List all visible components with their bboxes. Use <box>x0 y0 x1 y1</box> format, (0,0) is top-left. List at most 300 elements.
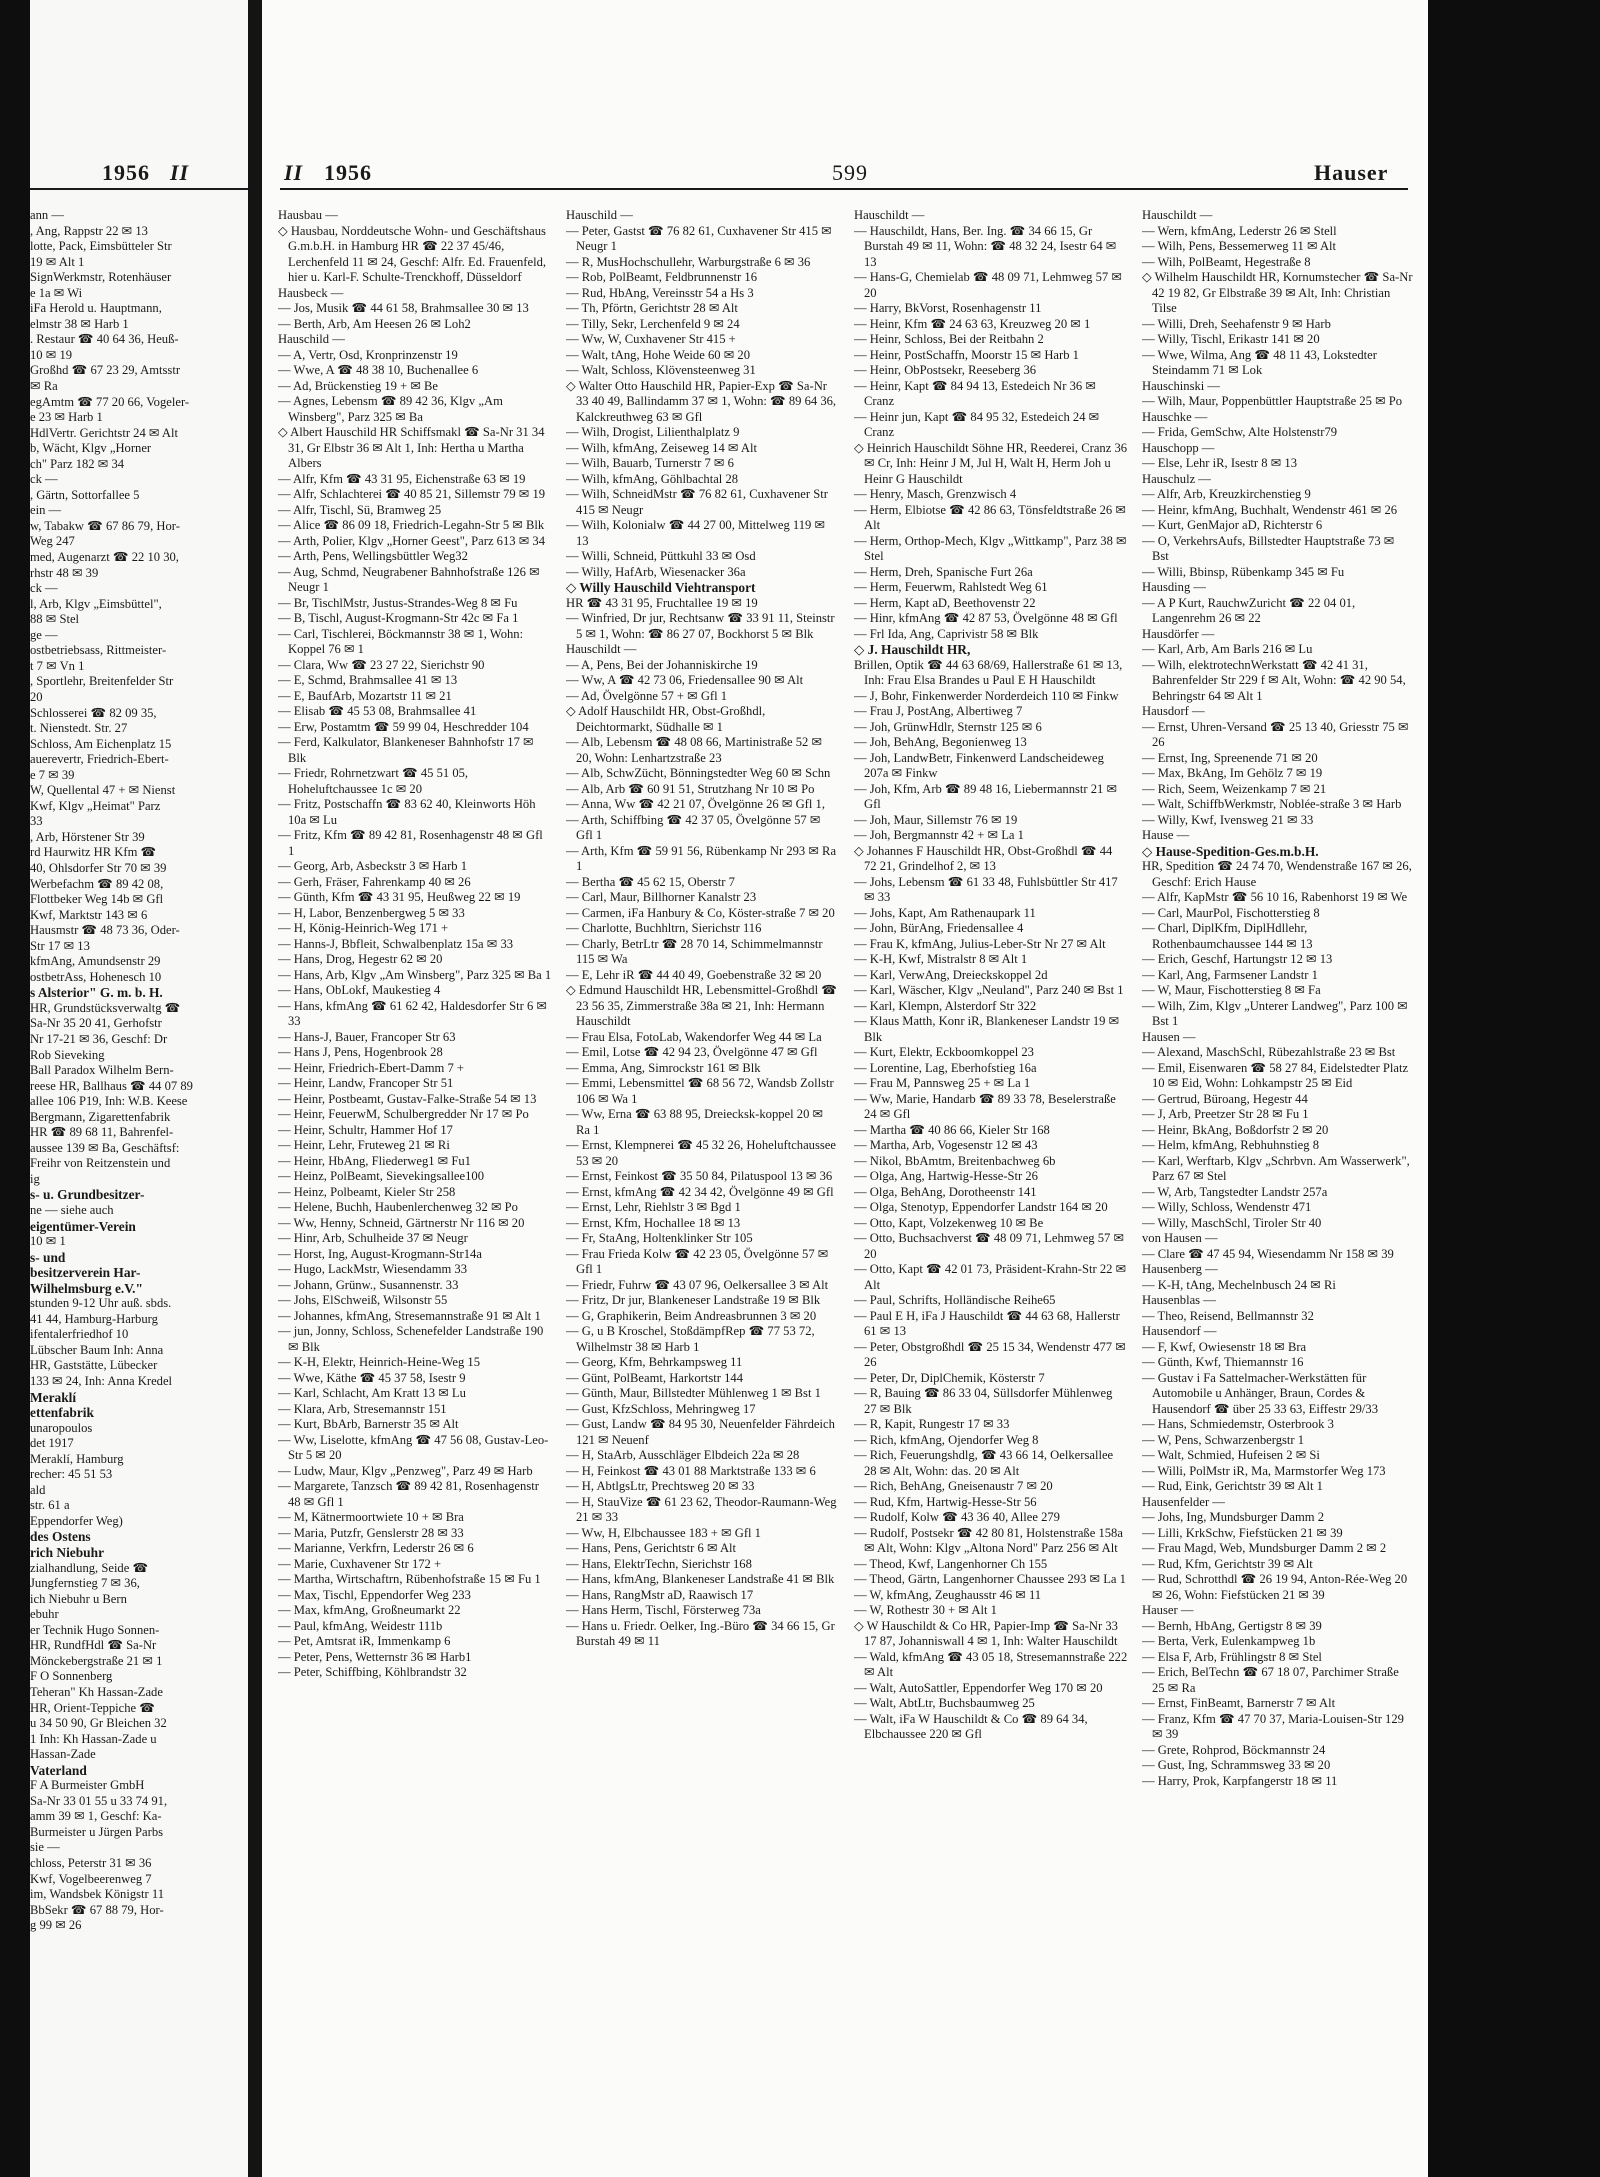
directory-entry: — Fritz, Postschaffn ☎ 83 62 40, Kleinworts Höh 10a ✉ Lu <box>278 797 536 827</box>
directory-entry: — Wern, kfmAng, Lederstr 26 ✉ Stell <box>1142 223 1337 238</box>
directory-entry: — B, Tischl, August-Krogmann-Str 42c ✉ Fa 1 <box>278 611 519 625</box>
directory-entry: — Olga, Ang, Hartwig-Hesse-Str 26 <box>854 1169 1038 1183</box>
directory-entry: — Wilh, elektrotechnWerkstatt ☎ 42 41 31, Bahrenfelder Str 229 f ✉ Alt, Wohn: ☎ 42 90 54, Behringstr 64 ✉ Alt 1 <box>1142 657 1406 703</box>
directory-entry: — W, kfmAng, Zeughausstr 46 ✉ 11 <box>854 1587 1042 1602</box>
directory-entry: — Helene, Buchh, Haubenlerchenweg 32 ✉ Po <box>278 1200 518 1214</box>
directory-entry: — Frau M, Pannsweg 25 + ✉ La 1 <box>854 1076 1031 1090</box>
directory-entry: — Paul, Schrifts, Holländische Reihe65 <box>854 1293 1056 1307</box>
directory-entry: — Ww, Henny, Schneid, Gärtnerstr Nr 116 ✉ 20 <box>278 1215 525 1230</box>
directory-entry: — Joh, LandwBetr, Finkenwerd Landscheideweg 207a ✉ Finkw <box>854 750 1104 780</box>
directory-entry: — Arth, Pens, Wellingsbüttler Weg32 <box>278 549 468 563</box>
facing-page-line: Kwf, Vogelbeerenweg 7 <box>30 1871 152 1886</box>
surname-heading: Hauschild — <box>278 332 345 346</box>
directory-entry: — Alexand, MaschSchl, Rübezahlstraße 23 ✉ Bst <box>1142 1045 1396 1059</box>
directory-entry: — Ww, W, Cuxhavener Str 415 + <box>566 332 736 346</box>
directory-entry: ◇ Edmund Hauschildt HR, Lebensmittel-Großhdl ☎ 23 56 35, Zimmerstraße 38a ✉ 21, Inh: Hermann Hauschildt <box>566 983 837 1028</box>
directory-entry: — Wilh, Bauarb, Turnerstr 7 ✉ 6 <box>566 456 734 470</box>
facing-page-line: 40, Ohlsdorfer Str 70 ✉ 39 <box>30 860 167 875</box>
directory-entry: — Willi, Bbinsp, Rübenkamp 345 ✉ Fu <box>1142 564 1345 579</box>
facing-page-line: Hassan-Zade <box>30 1747 96 1762</box>
directory-entry: — Rud, Kfm, Gerichtstr 39 ✉ Alt <box>1142 1556 1313 1571</box>
directory-entry: — Lorentine, Lag, Eberhofstieg 16a <box>854 1060 1037 1075</box>
directory-entry: ◇ J. Hauschildt HR, <box>854 642 971 657</box>
directory-entry: HR, Spedition ☎ 24 74 70, Wendenstraße 167 ✉ 26, Geschf: Erich Hause <box>1142 859 1412 889</box>
book-gutter <box>248 0 262 2177</box>
directory-entry: — Alb, Lebensm ☎ 48 08 66, Martinistraße 52 ✉ 20, Wohn: Lenhartzstraße 23 <box>566 735 823 765</box>
directory-entry: — Nikol, BbAmtm, Breitenbachweg 6b <box>854 1153 1056 1168</box>
facing-page-line: det 1917 <box>30 1436 74 1451</box>
directory-entry: — Emmi, Lebensmittel ☎ 68 56 72, Wandsb Zollstr 106 ✉ Wa 1 <box>566 1076 834 1106</box>
directory-entry: — Heinr, Landw, Francoper Str 51 <box>278 1076 454 1090</box>
directory-entry: — Johannes, kfmAng, Stresemannstraße 91 ✉ Alt 1 <box>278 1308 541 1323</box>
surname-heading: Hausding — <box>1142 580 1207 594</box>
directory-entry: — Ernst, Klempnerei ☎ 45 32 26, Hoheluftchaussee 53 ✉ 20 <box>566 1138 836 1168</box>
directory-entry: — Peter, Gastst ☎ 76 82 61, Cuxhavener Str 415 ✉ Neugr 1 <box>566 223 832 253</box>
surname-heading: Hausdorf — <box>1142 704 1205 718</box>
facing-page-line: 1 Inh: Kh Hassan-Zade u <box>30 1731 157 1746</box>
directory-entry: — Maria, Putzfr, Genslerstr 28 ✉ 33 <box>278 1525 464 1540</box>
facing-page-line: Str 17 ✉ 13 <box>30 938 90 953</box>
directory-entry: — Walt, iFa W Hauschildt & Co ☎ 89 64 34, Elbchaussee 220 ✉ Gfl <box>854 1711 1088 1741</box>
directory-entry: — Hans, Drog, Hegestr 62 ✉ 20 <box>278 952 443 966</box>
directory-entry: — A, Pens, Bei der Johanniskirche 19 <box>566 657 758 672</box>
directory-entry: — H, Feinkost ☎ 43 01 88 Marktstraße 133 ✉ 6 <box>566 1463 816 1478</box>
directory-entry: — H, König-Heinrich-Weg 171 + <box>278 921 449 935</box>
facing-page-line: Weg 247 <box>30 534 75 549</box>
surname-heading: Hausenblas — <box>1142 1293 1216 1307</box>
facing-page-volume: II <box>170 160 190 185</box>
surname-heading: Hausbeck — <box>278 285 344 300</box>
directory-entry: — Wwe, Käthe ☎ 45 37 58, Isestr 9 <box>278 1370 466 1385</box>
directory-entry: — Walt, tAng, Hohe Weide 60 ✉ 20 <box>566 347 750 362</box>
directory-entry: — Gust, Landw ☎ 84 95 30, Neuenfelder Fährdeich 121 ✉ Neuenf <box>566 1417 835 1447</box>
directory-entry: — Otto, Kapt ☎ 42 01 73, Präsident-Krahn-Str 22 ✉ Alt <box>854 1262 1127 1292</box>
facing-page-line: reese HR, Ballhaus ☎ 44 07 89 <box>30 1078 193 1093</box>
directory-entry: — Günth, Maur, Billstedter Mühlenweg 1 ✉ Bst 1 <box>566 1386 821 1400</box>
directory-entry: — H, Labor, Benzenbergweg 5 ✉ 33 <box>278 905 465 920</box>
directory-entry: — Rud, HbAng, Vereinsstr 54 a Hs 3 <box>566 285 754 300</box>
surname-heading: Hauschopp — <box>1142 440 1215 455</box>
directory-entry: — Frau Magd, Web, Mundsburger Damm 2 ✉ 2 <box>1142 1541 1387 1555</box>
surname-heading: Hauschildt — <box>566 642 637 656</box>
directory-entry: — Peter, Schiffbing, Köhlbrandstr 32 <box>278 1665 467 1679</box>
directory-entry: — Heinr, BkAng, Boßdorfstr 2 ✉ 20 <box>1142 1122 1329 1137</box>
directory-entry: ◇ Heinrich Hauschildt Söhne HR, Reederei, Cranz 36 ✉ Cr, Inh: Heinr J M, Jul H, Walt H, Herm Joh u Heinr G Hauschildt <box>854 440 1128 486</box>
directory-page <box>262 0 1428 2177</box>
directory-entry: — Emma, Ang, Simrockstr 161 ✉ Blk <box>566 1060 761 1075</box>
directory-entry: — Winfried, Dr jur, Rechtsanw ☎ 33 91 11, Steinstr 5 ✉ 1, Wohn: ☎ 86 27 07, Bockhorst 5 ✉ Blk <box>566 611 835 641</box>
directory-entry: — Gust, Ing, Schrammsweg 33 ✉ 20 <box>1142 1758 1331 1772</box>
directory-entry: — Elsa F, Arb, Frühlingstr 8 ✉ Stel <box>1142 1649 1322 1664</box>
header-rule <box>280 188 1408 190</box>
directory-entry: — Aug, Schmd, Neugrabener Bahnhofstraße 126 ✉ Neugr 1 <box>278 564 540 594</box>
facing-page-line: Bergmann, Zigarettenfabrik <box>30 1109 171 1124</box>
directory-column-3 <box>854 208 1128 2168</box>
surname-heading: von Hausen — <box>1142 1231 1218 1245</box>
facing-page-line: amm 39 ✉ 1, Geschf: Ka- <box>30 1809 162 1824</box>
facing-page-line: Kwf, Klgv „Heimat" Parz <box>30 798 161 813</box>
directory-entry: ◇ Hause-Spedition-Ges.m.b.H. <box>1142 843 1319 859</box>
facing-page-line: t 7 ✉ Vn 1 <box>30 658 85 673</box>
directory-entry: — Kurt, BbArb, Barnerstr 35 ✉ Alt <box>278 1417 459 1431</box>
facing-page-rule <box>30 188 248 190</box>
directory-entry: — Rich, Seem, Weizenkamp 7 ✉ 21 <box>1142 781 1327 796</box>
directory-entry: — Hinr, kfmAng ☎ 42 87 53, Övelgönne 48 ✉ Gfl <box>854 611 1118 625</box>
surname-heading: Hauschildt — <box>1142 208 1213 222</box>
directory-entry: — Wilh, PolBeamt, Hegestraße 8 <box>1142 254 1311 269</box>
directory-entry: — Wilh, Pens, Bessemerweg 11 ✉ Alt <box>1142 239 1337 253</box>
page-number: 599 <box>832 160 868 185</box>
facing-page-line: stunden 9-12 Uhr auß. sbds. <box>30 1296 172 1311</box>
facing-page-line: Lübscher Baum Inh: Anna <box>30 1342 164 1357</box>
directory-entry: — R, Bauing ☎ 86 33 04, Süllsdorfer Mühlenweg 27 ✉ Blk <box>854 1386 1113 1416</box>
facing-page-line: Sa-Nr 35 20 41, Gerhofstr <box>30 1016 162 1031</box>
facing-page-line: er Technik Hugo Sonnen- <box>30 1622 160 1637</box>
directory-entry: — Wilh, Kolonialw ☎ 44 27 00, Mittelweg 119 ✉ 13 <box>566 518 826 548</box>
directory-entry: — Ww, Marie, Handarb ☎ 89 33 78, Beselerstraße 24 ✉ Gfl <box>854 1091 1116 1121</box>
directory-entry: — Wilh, Maur, Poppenbüttler Hauptstraße 25 ✉ Po <box>1142 394 1403 408</box>
facing-page-line: g 99 ✉ 26 <box>30 1918 82 1933</box>
directory-entry: — Otto, Buchsachverst ☎ 48 09 71, Lehmweg 57 ✉ 20 <box>854 1231 1125 1261</box>
facing-page-line: Burmeister u Jürgen Parbs <box>30 1824 164 1839</box>
directory-entry: — Otto, Kapt, Volzekenweg 10 ✉ Be <box>854 1215 1044 1230</box>
directory-entry: — Ernst, Uhren-Versand ☎ 25 13 40, Griesstr 75 ✉ 26 <box>1142 719 1409 749</box>
directory-entry: — Harry, Prok, Karpfangerstr 18 ✉ 11 <box>1142 1773 1338 1788</box>
directory-entry: — W, Arb, Tangstedter Landstr 257a <box>1142 1184 1328 1199</box>
surname-heading: Hausen — <box>1142 1029 1196 1044</box>
facing-page-line: 19 ✉ Alt 1 <box>30 254 85 269</box>
directory-entry: — Theo, Reisend, Bellmannstr 32 <box>1142 1308 1314 1323</box>
directory-entry: — J, Bohr, Finkenwerder Norderdeich 110 ✉ Finkw <box>854 688 1119 703</box>
directory-entry: — Walt, AbtLtr, Buchsbaumweg 25 <box>854 1696 1035 1710</box>
directory-entry: ◇ Wilhelm Hauschildt HR, Kornumstecher ☎ Sa-Nr 42 19 82, Gr Elbstraße 39 ✉ Alt, Inh: Christian Tilse <box>1142 270 1413 315</box>
directory-entry: HR ☎ 43 31 95, Fruchtallee 19 ✉ 19 <box>566 595 758 610</box>
directory-entry: — Ad, Övelgönne 57 + ✉ Gfl 1 <box>566 688 728 703</box>
directory-entry: — Joh, Bergmannstr 42 + ✉ La 1 <box>854 828 1024 842</box>
surname-heading: Hauser — <box>1142 1603 1194 1617</box>
directory-entry: — Johs, ElSchweiß, Wilsonstr 55 <box>278 1293 448 1307</box>
directory-entry: — Grete, Rohprod, Böckmannstr 24 <box>1142 1742 1326 1757</box>
facing-page-line: e 1a ✉ Wi <box>30 285 83 300</box>
facing-page-line: SignWerkmstr, Rotenhäuser <box>30 270 172 285</box>
directory-entry: — Heinr, Schultr, Hammer Hof 17 <box>278 1122 453 1137</box>
facing-page-line: Mönckebergstraße 21 ✉ 1 <box>30 1653 163 1668</box>
facing-page-column <box>30 208 248 1934</box>
facing-page-line: HR ☎ 89 68 11, Bahrenfel- <box>30 1125 174 1140</box>
facing-page-year: 1956 <box>102 160 150 185</box>
directory-entry: — Walt, AutoSattler, Eppendorfer Weg 170 ✉ 20 <box>854 1680 1103 1695</box>
directory-entry: — Karl, Arb, Am Barls 216 ✉ Lu <box>1142 642 1313 656</box>
directory-entry: — Berth, Arb, Am Heesen 26 ✉ Loh2 <box>278 316 471 331</box>
directory-entry: ◇ Adolf Hauschildt HR, Obst-Großhdl, Deichtormarkt, Südhalle ✉ 1 <box>566 704 766 734</box>
directory-entry: — Karl, Werftarb, Klgv „Schrbvn. Am Wasserwerk", Parz 67 ✉ Stel <box>1142 1153 1410 1183</box>
facing-page-line: Teheran" Kh Hassan-Zade <box>30 1684 163 1699</box>
facing-page-line: s- und <box>30 1249 66 1265</box>
facing-page-line: , Arb, Hörstener Str 39 <box>30 829 145 844</box>
facing-page-line: kfmAng, Amundsenstr 29 <box>30 954 161 969</box>
directory-entry: — Heinr, kfmAng, Buchhalt, Wendenstr 461 ✉ 26 <box>1142 502 1398 517</box>
directory-entry: — Heinr, Lehr, Fruteweg 21 ✉ Ri <box>278 1138 450 1152</box>
directory-entry: — Hans-G, Chemielab ☎ 48 09 71, Lehmweg 57 ✉ 20 <box>854 270 1122 300</box>
facing-page-line: Wilhelmsburg e.V." <box>30 1280 143 1296</box>
directory-entry: — A, Vertr, Osd, Kronprinzenstr 19 <box>278 347 458 362</box>
directory-entry: — E, Lehr iR ☎ 44 40 49, Goebenstraße 32 ✉ 20 <box>566 967 822 982</box>
facing-page-line: ch" Parz 182 ✉ 34 <box>30 456 125 471</box>
facing-page-line: l, Arb, Klgv „Eimsbüttel", <box>30 596 162 611</box>
facing-page-line: im, Wandsbek Königstr 11 <box>30 1887 165 1902</box>
directory-entry: — Willi, PolMstr iR, Ma, Marmstorfer Weg 173 <box>1142 1463 1386 1478</box>
directory-entry: — Wilh, kfmAng, Göhlbachtal 28 <box>566 471 739 486</box>
directory-entry: — Ernst, Kfm, Hochallee 18 ✉ 13 <box>566 1215 741 1230</box>
directory-entry: — Carl, Maur, Billhorner Kanalstr 23 <box>566 890 757 904</box>
directory-entry: — Johann, Grünw., Susannenstr. 33 <box>278 1277 459 1292</box>
surname-heading: Hausendorf — <box>1142 1324 1217 1338</box>
facing-page-line: auerevertr, Friedrich-Ebert- <box>30 752 169 767</box>
directory-entry: — Olga, Stenotyp, Eppendorfer Landstr 164 ✉ 20 <box>854 1200 1108 1214</box>
directory-column-1 <box>278 208 552 2168</box>
directory-entry: — Rich, Feuerungshdlg, ☎ 43 66 14, Oelkersallee 28 ✉ Alt, Wohn: das. 20 ✉ Alt <box>854 1448 1114 1478</box>
facing-page-line: ebuhr <box>30 1607 59 1622</box>
facing-page-line: Meraklí, Hamburg <box>30 1451 124 1466</box>
directory-entry: — Franz, Kfm ☎ 47 70 37, Maria-Louisen-Str 129 ✉ 39 <box>1142 1711 1404 1741</box>
facing-page-line: 10 ✉ 19 <box>30 347 73 362</box>
directory-entry: — Rob, PolBeamt, Feldbrunnenstr 16 <box>566 270 757 284</box>
directory-entry: — A P Kurt, RauchwZuricht ☎ 22 04 01, Langenrehm 26 ✉ 22 <box>1142 595 1356 625</box>
directory-entry: — Alice ☎ 86 09 18, Friedrich-Legahn-Str 5 ✉ Blk <box>278 518 545 532</box>
directory-entry: — Max, Tischl, Eppendorfer Weg 233 <box>278 1587 471 1602</box>
facing-page-line: ig <box>30 1171 40 1186</box>
facing-page-line: 41 44, Hamburg-Harburg <box>30 1311 158 1326</box>
directory-entry: — Frau J, PostAng, Albertiweg 7 <box>854 704 1023 718</box>
facing-page-line: , Gärtn, Sottorfallee 5 <box>30 487 140 502</box>
directory-entry: — Rud, Kfm, Hartwig-Hesse-Str 56 <box>854 1494 1037 1509</box>
directory-entry: — Hans, ObLokf, Maukestieg 4 <box>278 983 441 997</box>
directory-entry: — Willy, Kwf, Ivensweg 21 ✉ 33 <box>1142 812 1314 827</box>
directory-entry: — Martha, Arb, Vogesenstr 12 ✉ 43 <box>854 1138 1038 1152</box>
directory-entry: — Bernh, HbAng, Gertigstr 8 ✉ 39 <box>1142 1618 1322 1633</box>
directory-entry: — Willy, Schloss, Wendenstr 471 <box>1142 1200 1312 1214</box>
directory-entry: — Hugo, LackMstr, Wiesendamm 33 <box>278 1262 468 1276</box>
directory-entry: — Friedr, Fuhrw ☎ 43 07 96, Oelkersallee 3 ✉ Alt <box>566 1277 829 1292</box>
facing-page-line: u 34 50 90, Gr Bleichen 32 <box>30 1716 167 1731</box>
directory-entry: — Joh, GrünwHdlr, Sternstr 125 ✉ 6 <box>854 719 1042 734</box>
facing-page-line: ettenfabrik <box>30 1405 94 1421</box>
directory-entry: — H, StaArb, Ausschläger Elbdeich 22a ✉ 28 <box>566 1448 800 1462</box>
facing-page-line: 88 ✉ Stel <box>30 612 80 627</box>
directory-entry: — Arth, Kfm ☎ 59 91 56, Rübenkamp Nr 293 ✉ Ra 1 <box>566 843 837 873</box>
facing-page-line: HdlVertr. Gerichtstr 24 ✉ Alt <box>30 425 179 440</box>
directory-entry: — Hans, kfmAng ☎ 61 62 42, Haldesdorfer Str 6 ✉ 33 <box>278 998 547 1028</box>
directory-entry: — Klara, Arb, Stresemannstr 151 <box>278 1401 447 1416</box>
directory-entry: — Heinr, FeuerwM, Schulbergredder Nr 17 ✉ Po <box>278 1107 529 1121</box>
facing-page-line: sie — <box>30 1840 60 1855</box>
directory-entry: — Klaus Matth, Konr iR, Blankeneser Landstr 19 ✉ Blk <box>854 1014 1120 1044</box>
directory-entry: ◇ Willy Hauschild Viehtransport <box>566 580 756 595</box>
directory-entry: — Anna, Ww ☎ 42 21 07, Övelgönne 26 ✉ Gfl 1, <box>566 797 825 811</box>
directory-entry: — Willi, Schneid, Püttkuhl 33 ✉ Osd <box>566 549 756 563</box>
directory-entry: — Heinr, Kfm ☎ 24 63 63, Kreuzweg 20 ✉ 1 <box>854 316 1091 331</box>
directory-entry: — Heinz, Polbeamt, Kieler Str 258 <box>278 1184 456 1199</box>
facing-page-line: Rob Sieveking <box>30 1047 105 1062</box>
directory-entry: — Hans, Arb, Klgv „Am Winsberg", Parz 325 ✉ Ba 1 <box>278 967 552 982</box>
facing-page-line: Vaterland <box>30 1762 87 1778</box>
directory-entry: ◇ Albert Hauschild HR Schiffsmakl ☎ Sa-Nr 31 34 31, Gr Elbstr 36 ✉ Alt 1, Inh: Hertha u Martha Albers <box>278 425 545 470</box>
directory-entry: — G, u B Kroschel, StoßdämpfRep ☎ 77 53 72, Wilhelmstr 38 ✉ Harb 1 <box>566 1324 815 1354</box>
directory-entry: ◇ Johannes F Hauschildt HR, Obst-Großhdl ☎ 44 72 21, Grindelhof 2, ✉ 13 <box>854 843 1113 873</box>
directory-entry: — E, BaufArb, Mozartstr 11 ✉ 21 <box>278 688 452 703</box>
directory-entry: — Heinr, Friedrich-Ebert-Damm 7 + <box>278 1060 465 1075</box>
directory-entry: — Charl, DiplKfm, DiplHdllehr, Rothenbaumchaussee 144 ✉ 13 <box>1142 921 1313 951</box>
facing-page-line: b, Wächt, Klgv „Horner <box>30 441 152 456</box>
directory-entry: — K-H, Kwf, Mistralstr 8 ✉ Alt 1 <box>854 952 1028 966</box>
directory-entry: — Heinr jun, Kapt ☎ 84 95 32, Estedeich 24 ✉ Cranz <box>854 409 1100 439</box>
directory-entry: — Heinr, PostSchaffn, Moorstr 15 ✉ Harb 1 <box>854 347 1079 362</box>
directory-entry: — Erw, Postamtm ☎ 59 99 04, Heschredder 104 <box>278 719 529 734</box>
directory-entry: — Peter, Pens, Wetternstr 36 ✉ Harb1 <box>278 1649 472 1664</box>
directory-entry: — Hans, ElektrTechn, Sierichstr 168 <box>566 1556 752 1571</box>
directory-entry: — Helm, kfmAng, Rebhuhnstieg 8 <box>1142 1138 1319 1152</box>
directory-entry: — Joh, Kfm, Arb ☎ 89 48 16, Liebermannstr 21 ✉ Gfl <box>854 781 1118 811</box>
facing-page-line: s- u. Grundbesitzer- <box>30 1187 145 1203</box>
directory-entry: — Paul E H, iFa J Hauschildt ☎ 44 63 68, Hallerstr 61 ✉ 13 <box>854 1308 1120 1338</box>
directory-entry: — Margarete, Tanzsch ☎ 89 42 81, Rosenhagenstr 48 ✉ Gfl 1 <box>278 1479 539 1509</box>
directory-entry: — Rudolf, Kolw ☎ 43 36 40, Allee 279 <box>854 1510 1060 1524</box>
facing-page-line: s Alsterior" G. m. b. H. <box>30 985 163 1001</box>
surname-heading: Hausenfelder — <box>1142 1494 1225 1509</box>
directory-entry: Brillen, Optik ☎ 44 63 68/69, Hallerstraße 61 ✉ 13, Inh: Frau Elsa Brandes u Paul E H Hauschildt <box>854 657 1123 687</box>
facing-page-line: Schloss, Am Eichenplatz 15 <box>30 736 172 751</box>
directory-entry: — Peter, Dr, DiplChemik, Kösterstr 7 <box>854 1370 1045 1385</box>
directory-entry: — Alfr, KapMstr ☎ 56 10 16, Rabenhorst 19 ✉ We <box>1142 890 1408 904</box>
page-year: 1956 <box>324 160 372 185</box>
directory-entry: — Karl, Wäscher, Klgv „Neuland", Parz 240 ✉ Bst 1 <box>854 983 1124 997</box>
facing-page-line: ein — <box>30 503 62 518</box>
facing-page-line: ne — siehe auch <box>30 1203 114 1217</box>
directory-entry: — Harry, BkVorst, Rosenhagenstr 11 <box>854 301 1042 315</box>
facing-page-line: Hausmstr ☎ 48 73 36, Oder- <box>30 923 180 938</box>
directory-entry: — Johs, Ing, Mundsburger Damm 2 <box>1142 1510 1325 1524</box>
facing-page-line: Werbefachm ☎ 89 42 08, <box>30 876 164 891</box>
facing-page-line: ck — <box>30 472 58 487</box>
facing-page-line: eigentümer-Verein <box>30 1218 136 1234</box>
facing-page-line: allee 106 P19, Inh: W.B. Keese <box>30 1094 188 1109</box>
facing-page-line: ✉ Ra <box>30 379 58 394</box>
facing-page-line: HR, Orient-Teppiche ☎ <box>30 1700 155 1715</box>
directory-entry: — Günth, Kwf, Thiemannstr 16 <box>1142 1355 1304 1369</box>
directory-entry: — Frl Ida, Ang, Caprivistr 58 ✉ Blk <box>854 626 1039 641</box>
directory-entry: — Willy, MaschSchl, Tiroler Str 40 <box>1142 1215 1322 1230</box>
directory-entry: — Ernst, Feinkost ☎ 35 50 84, Pilatuspool 13 ✉ 36 <box>566 1169 833 1183</box>
directory-column-2 <box>566 208 840 2168</box>
directory-entry: — Max, kfmAng, Großneumarkt 22 <box>278 1603 461 1617</box>
facing-page-line: ann — <box>30 208 64 222</box>
facing-page-line: Flottbeker Weg 14b ✉ Gfl <box>30 892 164 907</box>
facing-page-line: 133 ✉ 24, Inh: Anna Kredel <box>30 1374 173 1389</box>
directory-entry: — Ww, H, Elbchaussee 183 + ✉ Gfl 1 <box>566 1525 761 1540</box>
directory-entry: — Walt, Schmied, Hufeisen 2 ✉ Si <box>1142 1448 1320 1462</box>
directory-entry: — Herm, Elbiotse ☎ 42 86 63, Tönsfeldtstraße 26 ✉ Alt <box>854 502 1126 532</box>
directory-entry: — Heinr, Schloss, Bei der Reitbahn 2 <box>854 332 1044 346</box>
directory-entry: — Gerh, Fräser, Fahrenkamp 40 ✉ 26 <box>278 874 471 889</box>
directory-entry: — Elisab ☎ 45 53 08, Brahmsallee 41 <box>278 704 477 718</box>
directory-entry: — Kurt, Elektr, Eckboomkoppel 23 <box>854 1045 1034 1059</box>
facing-page-line: HR, Grundstücksverwaltg ☎ <box>30 1000 181 1015</box>
facing-page-line: 20 <box>30 689 43 704</box>
directory-entry: — Frau Frieda Kolw ☎ 42 23 05, Övelgönne 57 ✉ Gfl 1 <box>566 1246 829 1276</box>
directory-entry: — Frau K, kfmAng, Julius-Leber-Str Nr 27 ✉ Alt <box>854 936 1106 951</box>
directory-entry: — Alfr, Arb, Kreuzkirchenstieg 9 <box>1142 487 1311 501</box>
directory-entry: — Martha, Wirtschaftrn, Rübenhofstraße 15 ✉ Fu 1 <box>278 1572 541 1586</box>
facing-page-line: , Ang, Rappstr 22 ✉ 13 <box>30 223 148 238</box>
surname-heading: Hause — <box>1142 828 1190 842</box>
directory-entry: — Theod, Kwf, Langenhorner Ch 155 <box>854 1556 1048 1571</box>
directory-entry: — Berta, Verk, Eulenkampweg 1b <box>1142 1634 1316 1648</box>
directory-entry: — Horst, Ing, August-Krogmann-Str14a <box>278 1246 482 1261</box>
page-volume: II <box>284 160 304 185</box>
facing-page-line: HR, RundfHdl ☎ Sa-Nr <box>30 1638 157 1653</box>
directory-entry: — Carl, Tischlerei, Böckmannstr 38 ✉ 1, Wohn: Koppel 76 ✉ 1 <box>278 626 524 656</box>
facing-page-line: Jungfernstieg 7 ✉ 36, <box>30 1576 140 1591</box>
directory-entry: — W, Maur, Fischotterstieg 8 ✉ Fa <box>1142 983 1321 997</box>
directory-entry: — Alfr, Tischl, Sü, Bramweg 25 <box>278 502 442 517</box>
directory-entry: — Hans, RangMstr aD, Raawisch 17 <box>566 1587 754 1602</box>
directory-entry: — Kurt, GenMajor aD, Richterstr 6 <box>1142 518 1323 532</box>
directory-entry: — K-H, Elektr, Heinrich-Heine-Weg 15 <box>278 1355 481 1369</box>
surname-heading: Hauschildt — <box>854 208 925 222</box>
directory-entry: — Karl, Ang, Farmsener Landstr 1 <box>1142 967 1318 982</box>
running-head: Hauser <box>1314 160 1389 185</box>
facing-page-line: zialhandlung, Seide ☎ <box>30 1560 149 1575</box>
directory-entry: — Wilh, kfmAng, Zeiseweg 14 ✉ Alt <box>566 440 758 455</box>
facing-page-line: lotte, Pack, Eimsbütteler Str <box>30 239 172 254</box>
facing-page-line: Großhd ☎ 67 23 29, Amtsstr <box>30 363 181 378</box>
facing-page-line: 10 ✉ 1 <box>30 1234 66 1249</box>
directory-entry: — Herm, Kapt aD, Beethovenstr 22 <box>854 595 1036 610</box>
directory-entry: — Clare ☎ 47 45 94, Wiesendamm Nr 158 ✉ 39 <box>1142 1246 1394 1261</box>
directory-entry: — Ferd, Kalkulator, Blankeneser Bahnhofstr 17 ✉ Blk <box>278 735 534 765</box>
facing-page-line: Ball Paradox Wilhelm Bern- <box>30 1063 174 1078</box>
facing-page-line: des Ostens <box>30 1529 91 1545</box>
directory-entry: — Fr, StaAng, Holtenklinker Str 105 <box>566 1231 753 1245</box>
directory-entry: — Clara, Ww ☎ 23 27 22, Sierichstr 90 <box>278 657 485 672</box>
directory-entry: — Walt, SchiffbWerkmstr, Noblée-straße 3 ✉ Harb <box>1142 797 1402 811</box>
facing-page-line: W, Quellental 47 + ✉ Nienst <box>30 783 176 798</box>
facing-page-line: Kwf, Marktstr 143 ✉ 6 <box>30 907 148 922</box>
directory-entry: — W, Pens, Schwarzenbergstr 1 <box>1142 1432 1305 1447</box>
facing-page-line: ich Niebuhr u Bern <box>30 1591 127 1606</box>
directory-entry: — R, MusHochschullehr, Warburgstraße 6 ✉ 36 <box>566 254 811 269</box>
directory-entry: — Johs, Lebensm ☎ 61 33 48, Fuhlsbüttler Str 417 ✉ 33 <box>854 874 1118 904</box>
directory-column-4 <box>1142 208 1414 2168</box>
directory-entry: — Wilh, SchneidMstr ☎ 76 82 61, Cuxhavener Str 415 ✉ Neugr <box>566 487 828 517</box>
facing-page-line: aussee 139 ✉ Ba, Geschäftsf: <box>30 1140 180 1155</box>
directory-entry: — F, Kwf, Owiesenstr 18 ✉ Bra <box>1142 1339 1307 1354</box>
directory-entry: — John, BürAng, Friedensallee 4 <box>854 921 1024 935</box>
directory-entry: — Hinr, Arb, Schulheide 37 ✉ Neugr <box>278 1231 468 1245</box>
directory-entry: — Arth, Schiffbing ☎ 42 37 05, Övelgönne 57 ✉ Gfl 1 <box>566 812 821 842</box>
directory-entry: — Joh, BehAng, Begonienweg 13 <box>854 735 1027 749</box>
directory-entry: — Charly, BetrLtr ☎ 28 70 14, Schimmelmannstr 115 ✉ Wa <box>566 936 823 966</box>
directory-entry: — Willy, HafArb, Wiesenacker 36a <box>566 564 746 579</box>
directory-entry: — Hans u. Friedr. Oelker, Ing.-Büro ☎ 34 66 15, Gr Burstah 49 ✉ 11 <box>566 1618 835 1648</box>
directory-entry: — Ernst, FinBeamt, Barnerstr 7 ✉ Alt <box>1142 1696 1336 1710</box>
directory-entry: — H, AbtlgsLtr, Prechtsweg 20 ✉ 33 <box>566 1479 755 1493</box>
facing-page-line: rich Niebuhr <box>30 1545 105 1561</box>
directory-entry: — Agnes, Lebensm ☎ 89 42 36, Klgv „Am Winsberg", Parz 325 ✉ Ba <box>278 394 503 424</box>
directory-entry: — Ad, Brückenstieg 19 + ✉ Be <box>278 378 439 393</box>
directory-entry: — Arth, Polier, Klgv „Horner Geest", Parz 613 ✉ 34 <box>278 533 546 548</box>
directory-entry: — Karl, VerwAng, Dreieckskoppel 2d <box>854 967 1048 982</box>
